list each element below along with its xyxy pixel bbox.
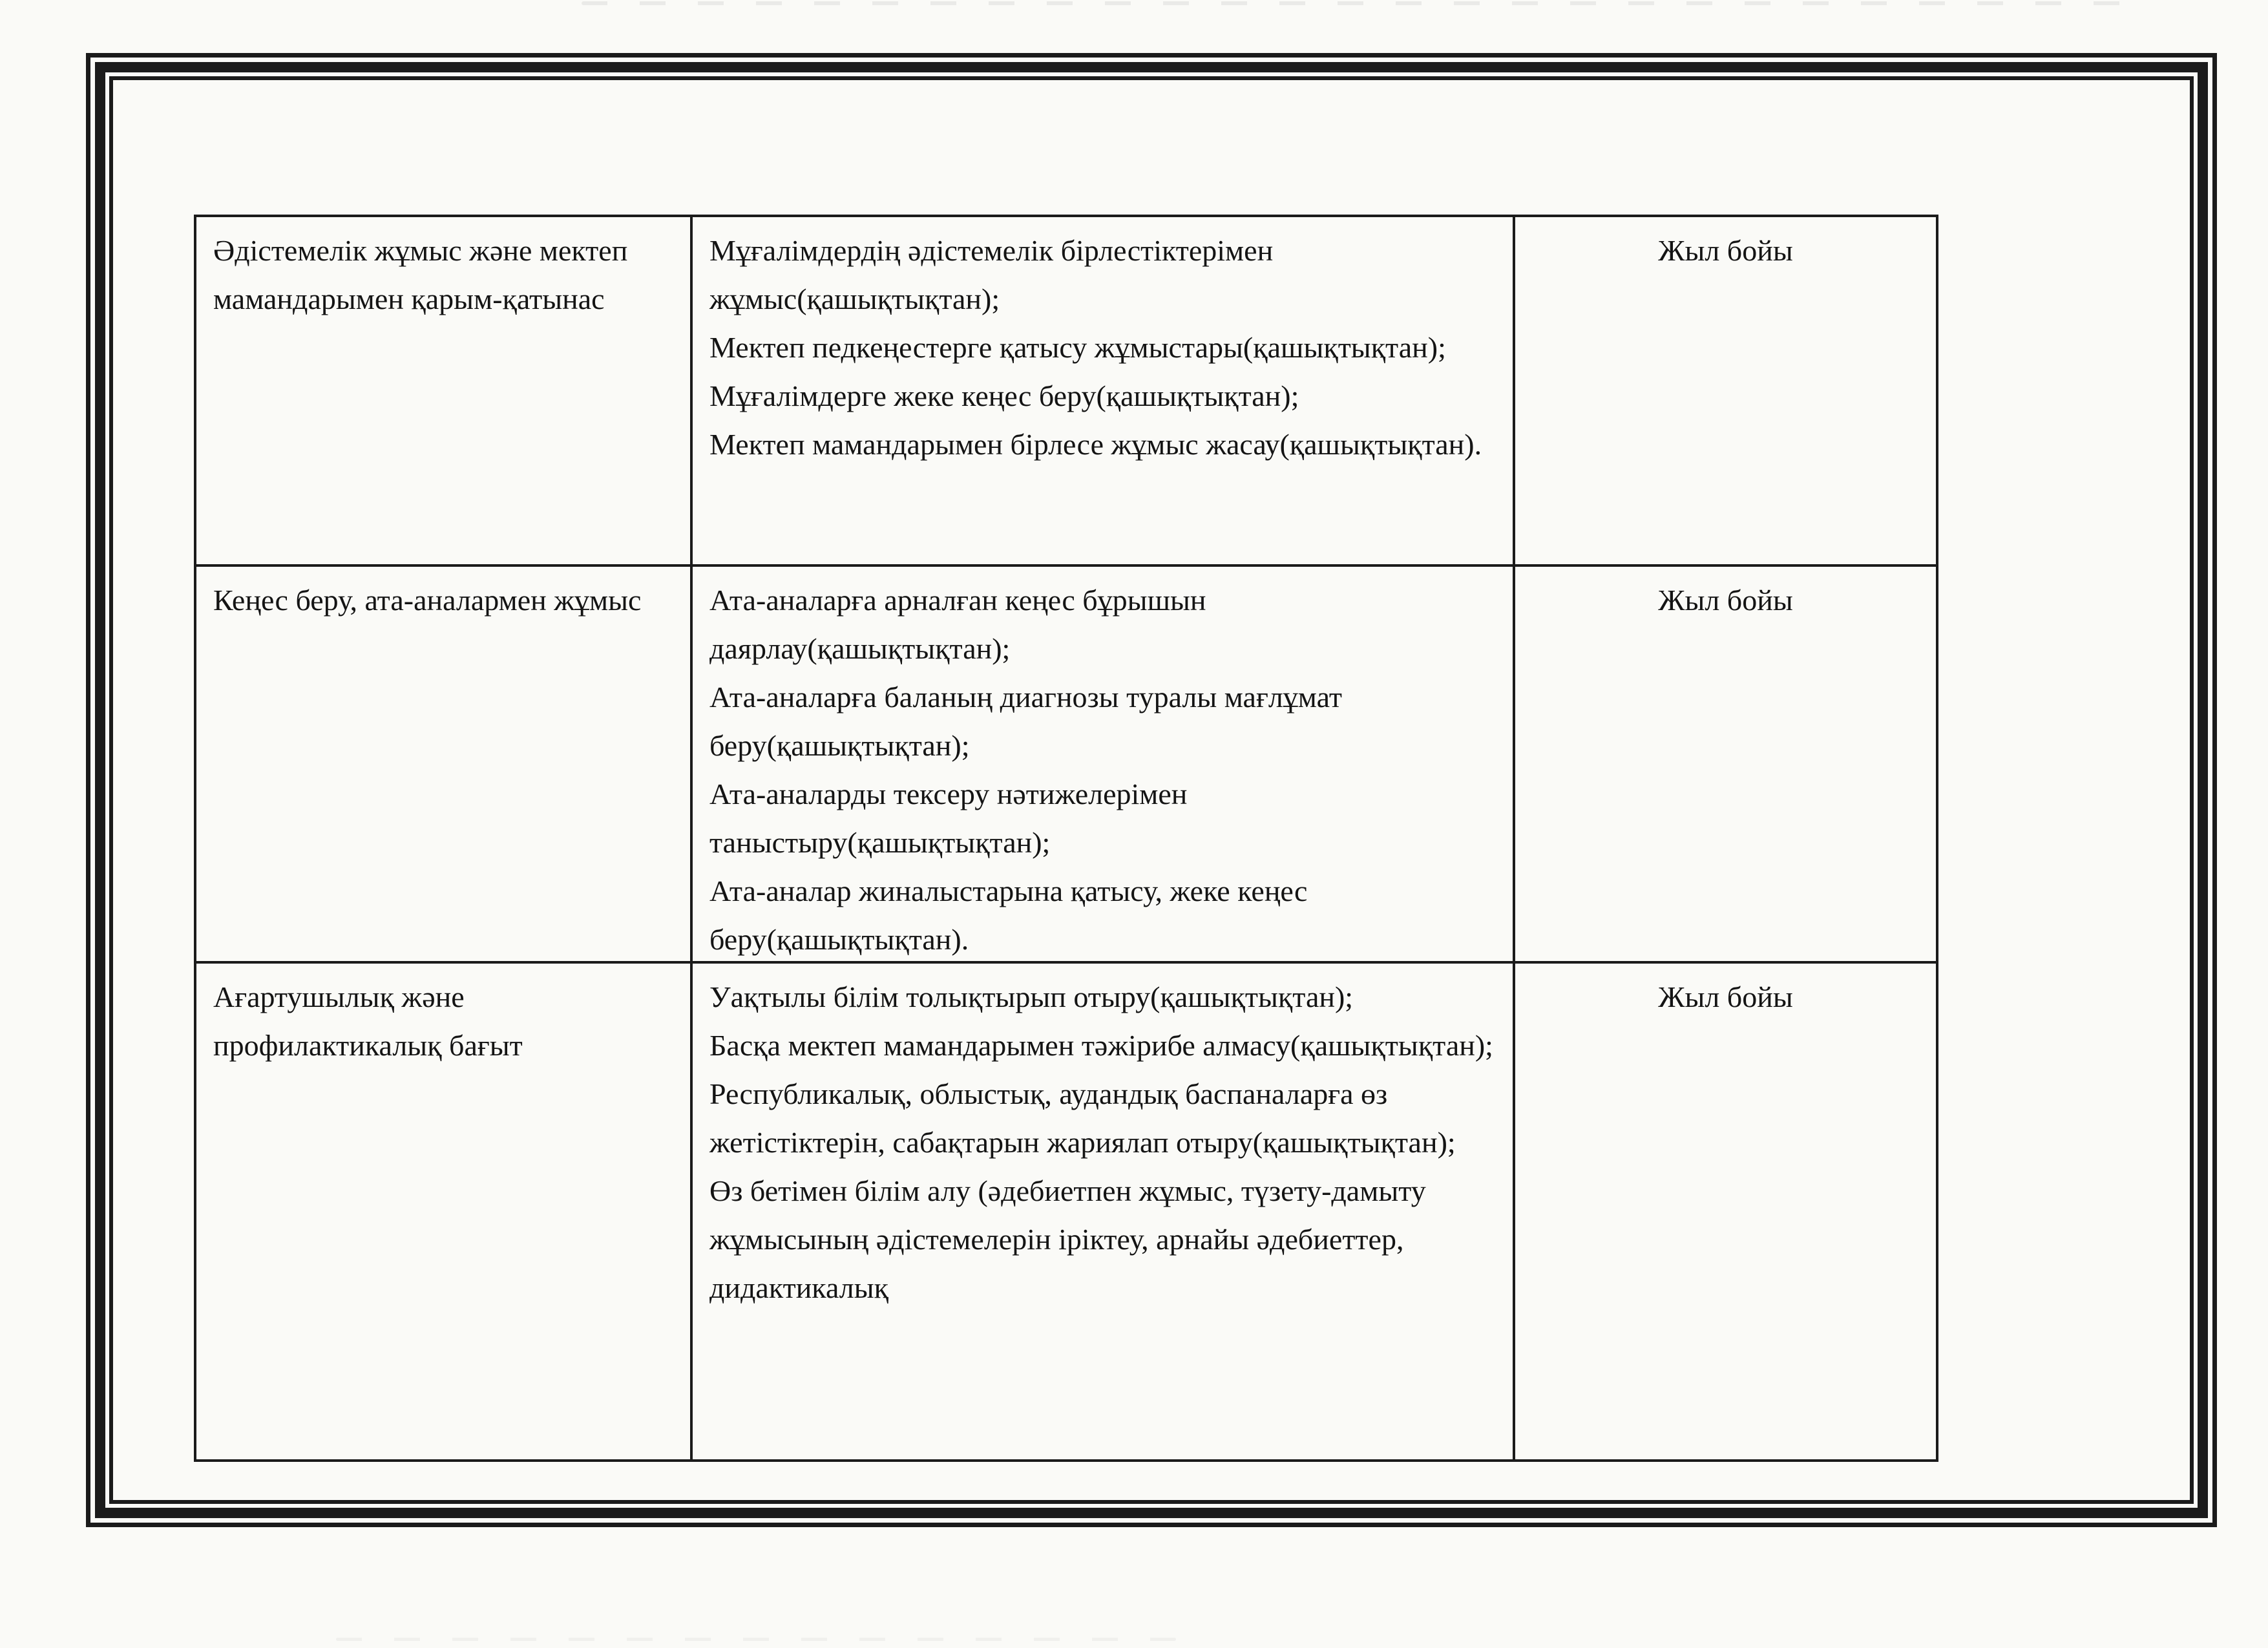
task-item: Мектеп мамандарымен бірлесе жұмыс жасау(қашықтықтан). [709,428,1482,461]
task-item: Ата-аналар жиналыстарына қатысу, жеке кеңес беру(қашықтықтан). [709,874,1308,956]
task-item: Мұғалімдердің әдістемелік бірлестіктерімен жұмыс(қашықтықтан); [709,234,1274,315]
task-item: Басқа мектеп мамандарымен тәжірибе алмасу(қашықтықтан); [709,1029,1493,1062]
task-item: Ата-аналарға арналған кеңес бұрышын даярлау(қашықтықтан); [709,584,1206,665]
tasks-cell [693,217,1515,567]
activity-cell: Ағартушылық және профилактикалық бағыт [196,964,693,1459]
period-cell: Жыл бойы [1515,567,1936,964]
task-item: Республикалық, облыстық, аудандық баспаналарға өз жетістіктерін, сабақтарын жариялап отыру(қашықтықтан); [709,1077,1456,1159]
task-item: Ата-аналарға баланың диагнозы туралы мағлұмат беру(қашықтықтан); [709,681,1342,762]
task-item: Өз бетімен білім алу (әдебиетпен жұмыс, түзету-дамыту жұмысының әдістемелерін іріктеу, арнайы әдебиеттер, дидактикалық [709,1174,1426,1304]
tasks-cell [693,964,1515,1459]
task-item: Ата-аналарды тексеру нәтижелерімен таныстыру(қашықтықтан); [709,777,1188,859]
task-item: Мектеп педкеңестерге қатысу жұмыстары(қашықтықтан); [709,331,1446,364]
scan-artifact-bottom [336,1638,1176,1641]
scan-artifact-top [582,1,2132,5]
activity-cell: Кеңес беру, ата-аналармен жұмыс [196,567,693,964]
period-cell: Жыл бойы [1658,980,1793,1013]
period-cell: Жыл бойы [1515,217,1936,567]
activity-cell: Әдістемелік жұмыс және мектеп мамандарымен қарым-қатынас [196,217,693,567]
tasks-cell [693,567,1515,964]
task-item: Мұғалімдерге жеке кеңес беру(қашықтықтан); [709,379,1299,412]
task-item: Уақтылы білім толықтырып отыру(қашықтықтан); [709,980,1354,1013]
work-plan-table [194,215,1938,1462]
